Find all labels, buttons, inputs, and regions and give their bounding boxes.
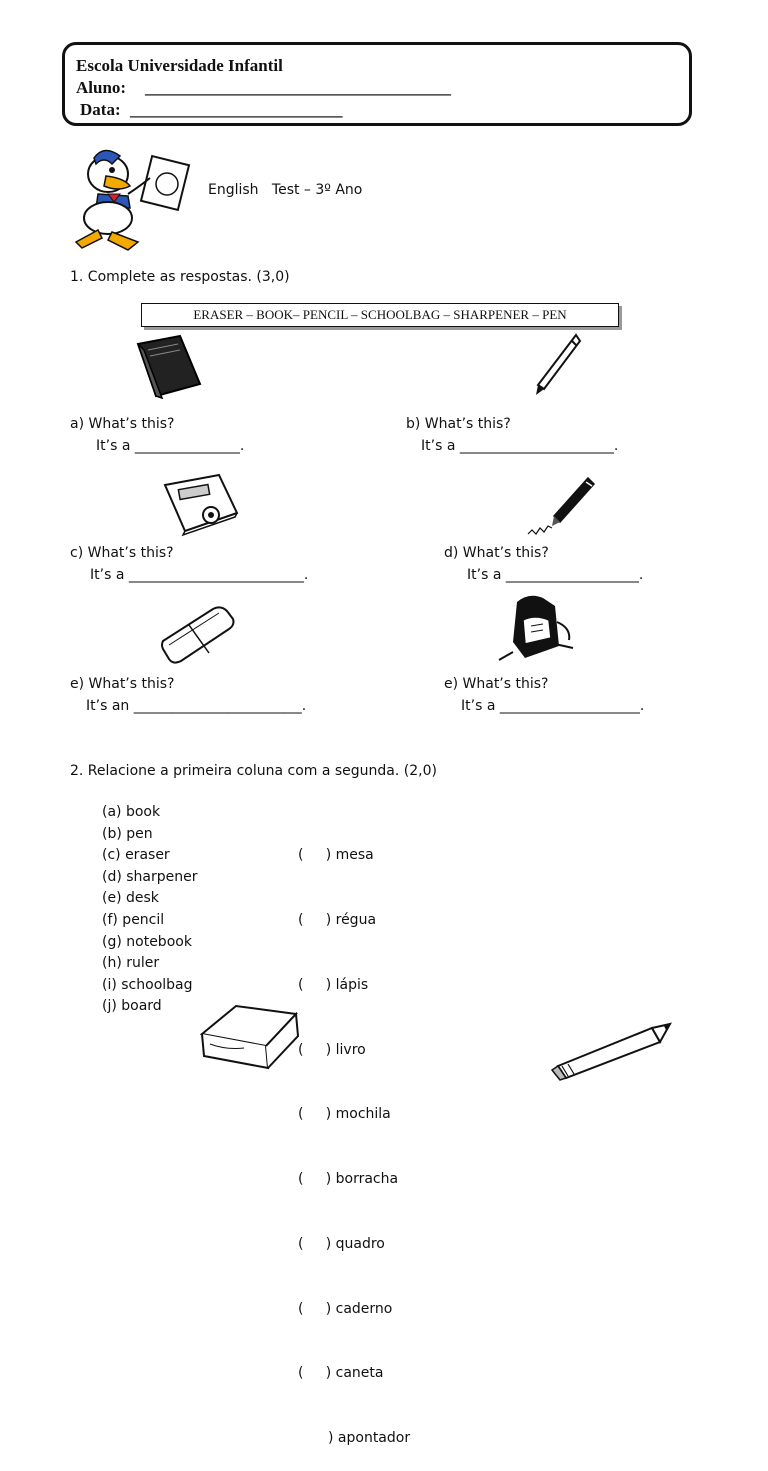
test-title: English Test – 3º Ano [208,182,363,198]
left-item: (f) pencil [102,911,165,928]
question-e2: e) What’s this? [444,676,549,692]
right-item[interactable]: ( ) quadro [298,1235,385,1252]
eraser-image [159,603,237,665]
answer-e1[interactable]: It’s an ________________________. [86,698,307,714]
student-name-blank[interactable]: ____________________________________ [145,78,451,97]
left-item: (b) pen [102,825,153,842]
question-c: c) What’s this? [70,545,174,561]
sharpener-image [163,471,241,537]
right-item[interactable]: ( ) lápis [298,976,369,993]
left-item: (a) book [102,804,161,820]
answer-d[interactable]: It’s a ___________________. [467,567,644,583]
right-column [298,802,410,1471]
date-blank[interactable]: _________________________ [130,100,343,119]
left-item: (i) schoolbag [102,976,193,993]
question-e1: e) What’s this? [70,676,175,692]
answer-c[interactable]: It’s a _________________________. [90,567,309,583]
right-item[interactable]: ( ) caderno [298,1300,393,1317]
duck-illustration [68,146,198,252]
section2-title: 2. Relacione a primeira coluna com a segunda. (2,0) [70,763,437,779]
right-item[interactable]: ( ) mochila [298,1106,391,1123]
bottom-eraser-image [196,994,304,1072]
right-item[interactable]: ( ) borracha [298,1171,399,1188]
right-item[interactable]: ( ) mesa [298,847,374,864]
schoolbag-image [495,592,577,666]
left-item: (e) desk [102,890,159,907]
question-a: a) What’s this? [70,416,175,432]
pen-image [526,476,596,538]
pencil-image [532,333,582,397]
student-label: Aluno: [76,78,127,97]
answer-e2[interactable]: It’s a ____________________. [461,698,645,714]
bottom-pencil-image [548,1020,672,1080]
left-column [102,802,198,1018]
left-item: (j) board [102,998,162,1015]
right-item[interactable]: ( ) régua [298,911,377,928]
book-image [134,334,204,400]
answer-b[interactable]: It’s a ______________________. [421,438,619,454]
word-bank: ERASER – BOOK– PENCIL – SCHOOLBAG – SHARPENER – PEN [141,303,619,327]
left-item: (d) sharpener [102,868,198,885]
section1-title: 1. Complete as respostas. (3,0) [70,269,290,285]
date-label: Data: [80,100,121,119]
question-d: d) What’s this? [444,545,549,561]
left-item: (h) ruler [102,955,160,972]
right-item[interactable]: ( ) livro [298,1041,366,1058]
left-item: (g) notebook [102,933,192,950]
left-item: (c) eraser [102,847,170,864]
answer-a[interactable]: It’s a _______________. [96,438,245,454]
right-item[interactable]: ) apontador [328,1430,411,1447]
school-name: Escola Universidade Infantil [76,56,283,75]
right-item[interactable]: ( ) caneta [298,1365,384,1382]
question-b: b) What’s this? [406,416,511,432]
